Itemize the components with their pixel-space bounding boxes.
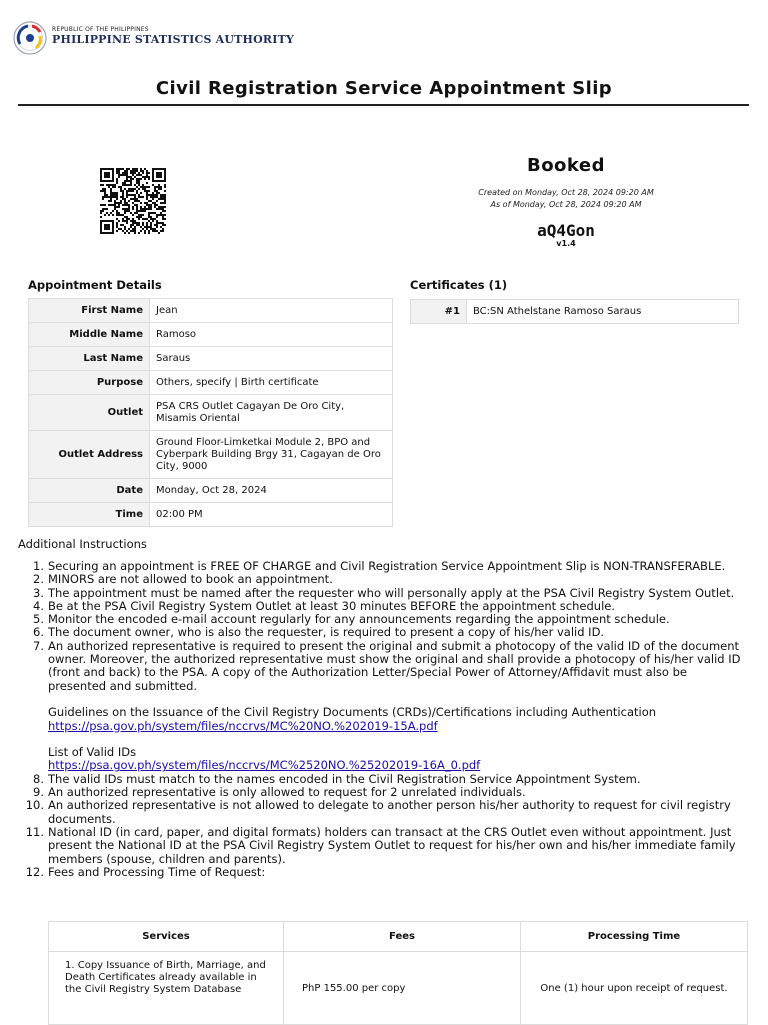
table-row (29, 299, 393, 323)
appointment-details-table (28, 298, 393, 527)
list-item (33, 785, 748, 800)
version-label: v1.4 (556, 239, 576, 248)
row-value: Jean (150, 299, 393, 323)
list-item (33, 612, 748, 627)
row-value: PSA CRS Outlet Cagayan De Oro City, Misamis Oriental (150, 395, 393, 431)
item-text: An authorized representative is only allowed to request for 2 unrelated individuals. (48, 785, 526, 800)
item-text: The document owner, who is also the requester, is required to present a copy of his/her valid ID. (48, 625, 605, 640)
qr-code (96, 164, 170, 236)
republic-label: REPUBLIC OF THE PHILIPPINES (52, 26, 149, 33)
item-text: Monitor the encoded e-mail account regularly for any announcements regarding the appointment schedule. (48, 612, 670, 627)
row-value: Ramoso (150, 323, 393, 347)
item-number: 10. (25, 798, 44, 813)
list-item (25, 824, 748, 866)
processing-time-cell: One (1) hour upon receipt of request. (521, 952, 748, 1025)
item-text: Be at the PSA Civil Registry System Outlet at least 30 minutes BEFORE the appointment schedule. (48, 598, 616, 613)
column-header: Processing Time (521, 922, 748, 952)
item-number: 8. (33, 771, 44, 786)
row-value: Others, specify | Birth certificate (150, 371, 393, 395)
item-number: 9. (33, 785, 44, 800)
table-row (411, 300, 739, 324)
page-title: Civil Registration Service Appointment Slip (155, 78, 613, 99)
table-row (29, 431, 393, 479)
item-number: 5. (33, 612, 44, 627)
row-label: Last Name (29, 347, 150, 371)
certificate-text: BC:SN Athelstane Ramoso Saraus (467, 300, 739, 324)
item-text: Securing an appointment is FREE OF CHARGE and Civil Registration Service Appointment Slip is NON-TRANSFERABLE. (48, 559, 726, 573)
row-value: Saraus (150, 347, 393, 371)
list-item (33, 559, 748, 573)
item-text: An authorized representative is not allowed to delegate to another person his/her authority to request for civil registry documents. (48, 798, 731, 826)
row-label: Outlet Address (29, 431, 150, 479)
reference-code: aQ4Gon (537, 221, 595, 240)
item-number: 11. (25, 824, 44, 839)
item-number: 12. (25, 864, 44, 879)
table-row (29, 371, 393, 395)
row-label: Date (29, 479, 150, 503)
list-item (33, 572, 748, 587)
table-row (29, 395, 393, 431)
item-text: National ID (in card, paper, and digital formats) holders can transact at the CRS Outlet even without appointment. Just present the National ID at the PSA Civil Registry System Outlet to request for his/her own and his/her immediate family members (spouse, children and parents). (48, 824, 736, 866)
item-text: An authorized representative is required to present the original and submit a photocopy of the valid ID of the document owner. Moreover, the authorized representative must show the original and shall provide a photocopy of his/her valid ID (front and back) to the PSA. A copy of the Authorization Letter/Special Power of Attorney/Affidavit must also be presented and submitted. (48, 638, 741, 693)
additional-instructions-heading: Additional Instructions (18, 537, 147, 551)
item-text: MINORS are not allowed to book an appointment. (48, 572, 333, 587)
table-row (49, 952, 748, 1025)
list-item (33, 625, 748, 640)
list-item (25, 798, 748, 826)
fee-cell: PhP 155.00 per copy (284, 952, 521, 1025)
spacer (48, 693, 748, 706)
certificates-table (410, 299, 739, 324)
item-number: 1. (33, 559, 44, 573)
psa-seal-icon (12, 16, 48, 60)
item-number: 7. (33, 638, 44, 653)
spacer (48, 733, 748, 746)
item-text: The valid IDs must match to the names encoded in the Civil Registration Service Appointment System. (48, 771, 641, 786)
valid-ids-link[interactable]: https://psa.gov.ph/system/files/nccrvs/MC%2520NO.%25202019-16A_0.pdf (48, 758, 481, 773)
row-label: Middle Name (29, 323, 150, 347)
row-value: 02:00 PM (150, 503, 393, 527)
service-cell: 1. Copy Issuance of Birth, Marriage, and Death Certificates already available in the Civil Registry System Database (49, 952, 284, 1025)
item-text: The appointment must be named after the requester who will personally apply at the PSA Civil Registry System Outlet. (48, 585, 735, 600)
agency-name: PHILIPPINE STATISTICS AUTHORITY (52, 33, 295, 46)
status-label: Booked (526, 155, 606, 176)
fees-table (48, 921, 748, 1025)
instructions-list (25, 559, 748, 879)
table-row (29, 323, 393, 347)
list-item (33, 638, 748, 773)
table-row (29, 479, 393, 503)
row-label: Purpose (29, 371, 150, 395)
column-header: Services (49, 922, 284, 952)
list-item (33, 598, 748, 613)
column-header: Fees (284, 922, 521, 952)
row-label: First Name (29, 299, 150, 323)
certificates-heading: Certificates (1) (410, 278, 508, 292)
title-divider (18, 104, 749, 106)
valid-ids-label: List of Valid IDs (48, 745, 137, 760)
list-item (33, 585, 748, 600)
agency-wordmark (52, 26, 294, 46)
row-value: Monday, Oct 28, 2024 (150, 479, 393, 503)
item-text: Fees and Processing Time of Request: (48, 864, 266, 879)
list-item (33, 771, 748, 786)
row-label: Outlet (29, 395, 150, 431)
table-row (29, 503, 393, 527)
item-number: 2. (33, 572, 44, 587)
table-header-row (49, 922, 748, 952)
appointment-details-heading: Appointment Details (28, 278, 162, 292)
as-of-timestamp: As of Monday, Oct 28, 2024 09:20 AM (490, 200, 642, 209)
guidelines-label: Guidelines on the Issuance of the Civil Registry Documents (CRDs)/Certifications including Authentication (48, 705, 657, 720)
qr-code-pattern (100, 168, 166, 234)
list-item (25, 864, 748, 879)
certificate-number: #1 (411, 300, 467, 324)
guidelines-link[interactable]: https://psa.gov.ph/system/files/nccrvs/MC%20NO.%202019-15A.pdf (48, 718, 438, 733)
created-timestamp: Created on Monday, Oct 28, 2024 09:20 AM (478, 188, 654, 197)
item-number: 4. (33, 598, 44, 613)
item-number: 6. (33, 625, 44, 640)
item-number: 3. (33, 585, 44, 600)
row-value: Ground Floor-Limketkai Module 2, BPO and Cyberpark Building Brgy 31, Cagayan de Oro City, 9000 (150, 431, 393, 479)
table-row (29, 347, 393, 371)
row-label: Time (29, 503, 150, 527)
